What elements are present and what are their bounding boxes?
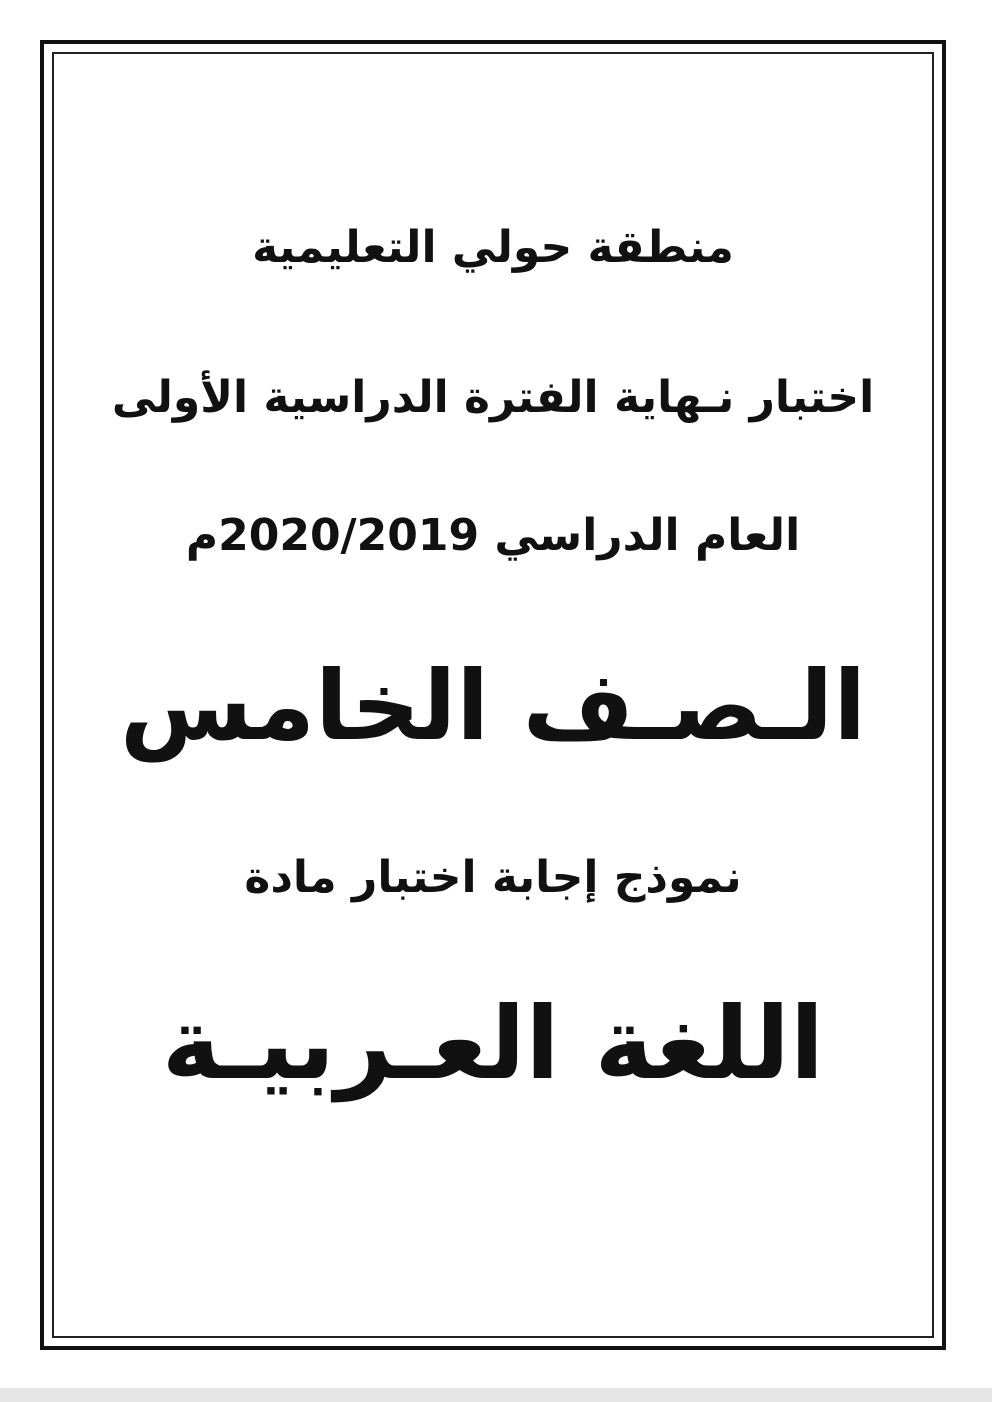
scan-bottom-edge bbox=[0, 1388, 992, 1402]
answer-model-label: نموذج إجابة اختبار مادة bbox=[244, 852, 742, 903]
academic-year: العام الدراسي 2020/2019م bbox=[185, 510, 801, 561]
subject-title: اللغة العـربيـة bbox=[161, 985, 825, 1102]
district-heading: منطقة حولي التعليمية bbox=[252, 222, 734, 273]
grade-title: الـصـف الخامس bbox=[119, 650, 867, 762]
exam-title: اختبار نـهاية الفترة الدراسية الأولى bbox=[111, 372, 875, 423]
